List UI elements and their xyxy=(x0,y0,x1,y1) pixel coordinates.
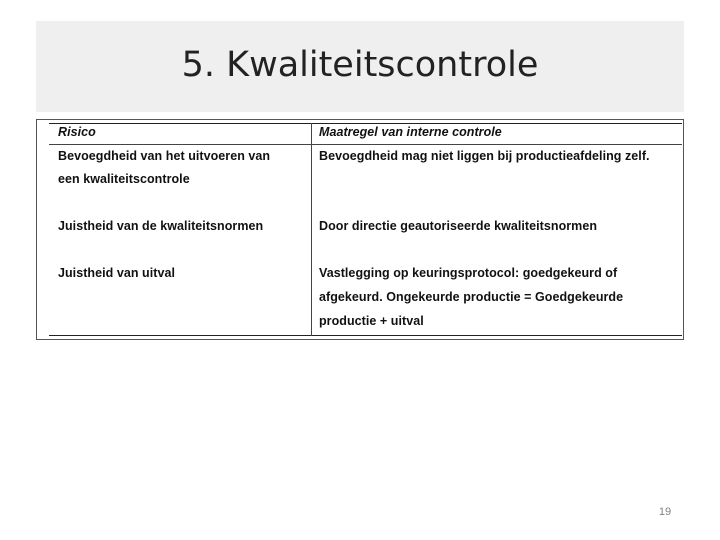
row1-risico-line1: Bevoegdheid van het uitvoeren van xyxy=(58,149,271,163)
table-column-divider xyxy=(311,123,312,336)
table-bottom-rule xyxy=(49,335,682,336)
header-maatregel: Maatregel van interne controle xyxy=(319,125,502,139)
row3-maatregel-line3: productie + uitval xyxy=(319,314,424,328)
risk-table xyxy=(36,119,684,340)
title-band xyxy=(36,21,684,112)
row3-risico-line1: Juistheid van uitval xyxy=(58,266,176,280)
row1-risico-line2: een kwaliteitscontrole xyxy=(58,172,190,186)
row3-maatregel-line1: Vastlegging op keuringsprotocol: goedgekeurd of xyxy=(319,266,618,280)
header-risico: Risico xyxy=(58,125,96,139)
row2-risico-line1: Juistheid van de kwaliteitsnormen xyxy=(58,219,264,233)
risk-table-body xyxy=(49,123,682,336)
row3-maatregel-line2: afgekeurd. Ongekeurde productie = Goedgekeurde xyxy=(319,290,624,304)
slide-number: 19 xyxy=(658,506,672,518)
row1-maatregel-line1: Bevoegdheid mag niet liggen bij productieafdeling zelf. xyxy=(319,149,650,163)
row2-maatregel-line1: Door directie geautoriseerde kwaliteitsnormen xyxy=(319,219,598,233)
slide-title: 5. Kwaliteitscontrole xyxy=(181,44,539,85)
